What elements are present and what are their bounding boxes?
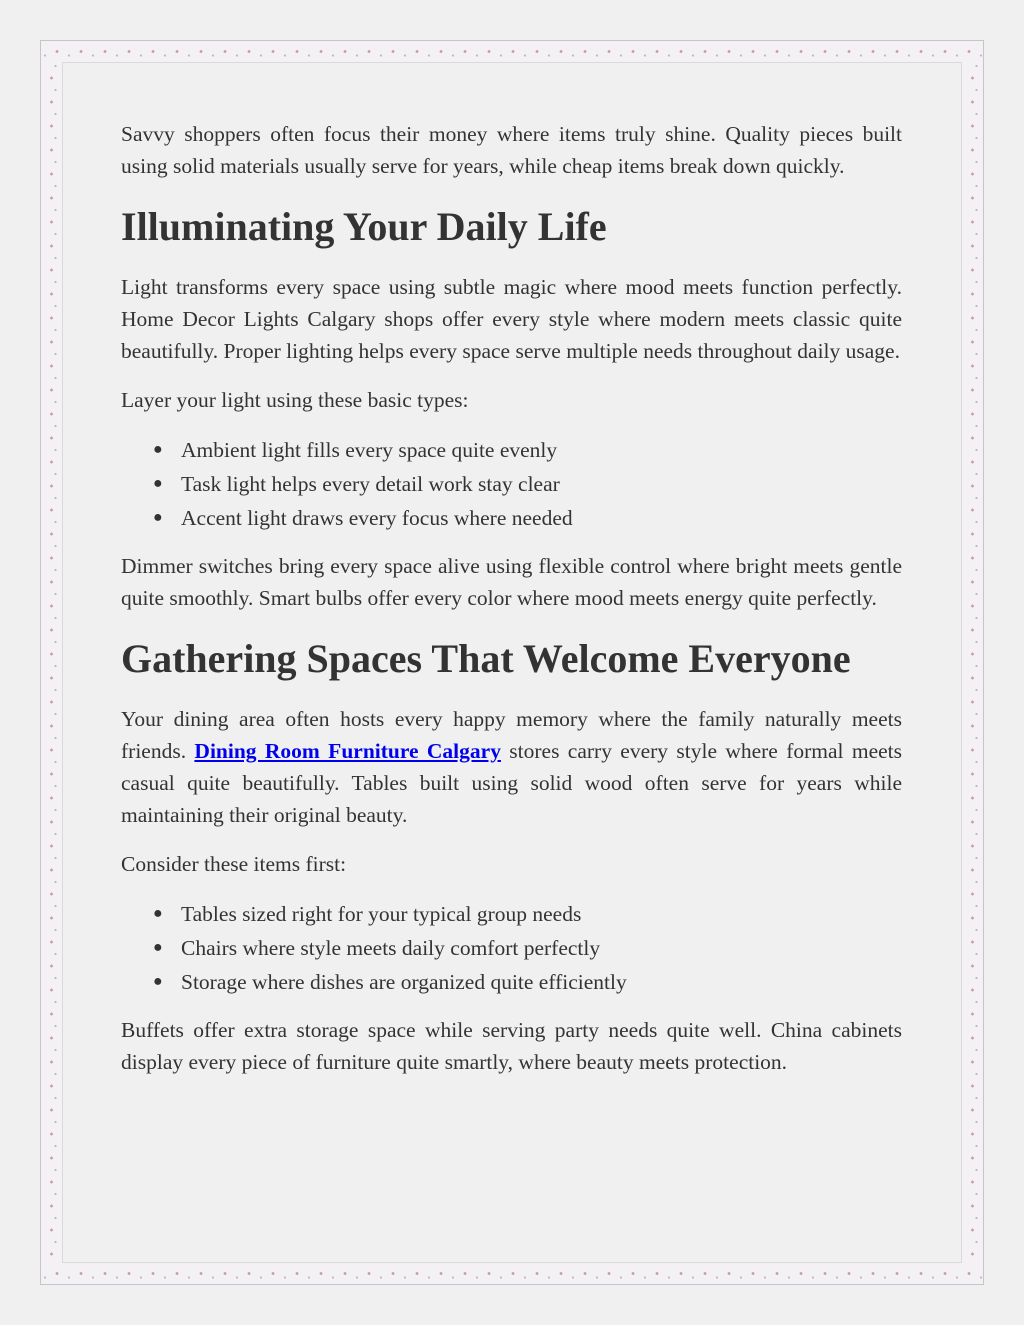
bullet-icon: ● xyxy=(153,509,163,526)
dining-furniture-link[interactable]: Dining Room Furniture Calgary xyxy=(194,739,501,763)
dining-text-before-link: Your dining area often hosts every happy memory where the family naturally meets friends. xyxy=(121,707,902,763)
heading-illuminating: Illuminating Your Daily Life xyxy=(121,204,607,249)
buffets-paragraph: Buffets offer extra storage space while serving party needs quite well. China cabinets display every piece of furniture quite smartly, where beauty meets protection. xyxy=(121,1018,902,1074)
bullet-icon: ● xyxy=(153,441,163,458)
decorative-border-right xyxy=(962,62,983,1263)
bullet-icon: ● xyxy=(153,475,163,492)
decorative-border-bottom xyxy=(41,1263,983,1284)
list-item-text: Chairs where style meets daily comfort perfectly xyxy=(181,936,601,960)
bullet-icon: ● xyxy=(153,973,163,990)
document-body xyxy=(121,118,902,1095)
list-item-text: Storage where dishes are organized quite efficiently xyxy=(181,970,627,994)
list-item xyxy=(153,897,902,931)
list-item-text: Accent light draws every focus where needed xyxy=(181,506,573,530)
list-item xyxy=(153,931,902,965)
dimmer-paragraph: Dimmer switches bring every space alive using flexible control where bright meets gentle quite smoothly. Smart bulbs offer every color where mood meets energy quite perfectly. xyxy=(121,554,902,610)
dining-items-list xyxy=(121,897,902,999)
list-item-text: Ambient light fills every space quite evenly xyxy=(181,438,558,462)
consider-paragraph: Consider these items first: xyxy=(121,852,347,876)
dining-text-after-link: stores carry every style where formal meets casual quite beautifully. Tables built using solid wood often serve for years while maintaining their original beauty. xyxy=(121,739,902,827)
bullet-icon: ● xyxy=(153,939,163,956)
decorative-border-top xyxy=(41,41,983,62)
list-item-text: Tables sized right for your typical group needs xyxy=(181,902,582,926)
heading-gathering: Gathering Spaces That Welcome Everyone xyxy=(121,636,851,681)
decorative-border-left xyxy=(41,62,62,1263)
dining-paragraph xyxy=(121,703,902,831)
lighting-paragraph: Light transforms every space using subtle magic where mood meets function perfectly. Home Decor Lights Calgary shops offer every style where modern meets classic quite beautifully. Proper lighting helps every space serve multiple needs throughout daily usage. xyxy=(121,275,902,363)
list-item xyxy=(153,501,902,535)
lighting-types-list xyxy=(121,433,902,535)
intro-paragraph: Savvy shoppers often focus their money where items truly shine. Quality pieces built using solid materials usually serve for years, while cheap items break down quickly. xyxy=(121,122,902,178)
list-item xyxy=(153,965,902,999)
list-item xyxy=(153,467,902,501)
layer-paragraph: Layer your light using these basic types: xyxy=(121,388,469,412)
list-item xyxy=(153,433,902,467)
bullet-icon: ● xyxy=(153,905,163,922)
list-item-text: Task light helps every detail work stay clear xyxy=(181,472,560,496)
